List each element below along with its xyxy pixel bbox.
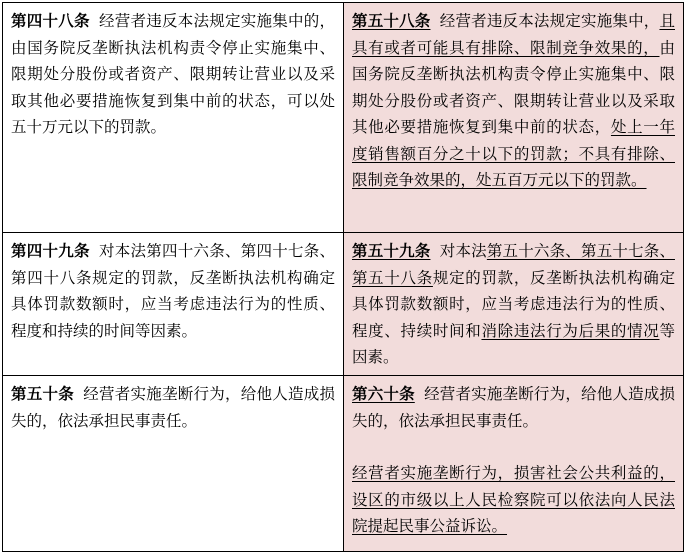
amended-text: 消除违法行为后果的情况 xyxy=(481,321,660,340)
amended-text: 处上一年度销售额百分之十以下的罚款；不具有排除、限制竞争效果的，处五百万元以下的罚款。 xyxy=(352,118,675,189)
old-article-50-cell xyxy=(3,376,344,552)
article-text: 经营者实施垄断行为，给他人造成损失的，依法承担民事责任。 xyxy=(352,385,675,430)
table-row xyxy=(3,233,684,376)
article-text: 对本法 xyxy=(439,242,487,260)
law-comparison-table xyxy=(2,2,684,552)
article-number: 第四十九条 xyxy=(11,241,90,260)
article-number: 第四十八条 xyxy=(11,11,90,30)
added-paragraph: 经营者实施垄断行为，损害社会公共利益的，设区的市级以上人民检察院可以依法向人民法院提起民事公益诉讼。 xyxy=(352,464,675,535)
article-text: 对本法第四十六条、第四十七条、第四十八条规定的罚款，反垄断执法机构确定具体罚款数额时，应当考虑违法行为的性质、程度和持续的时间等因素。 xyxy=(11,242,335,340)
article-number: 第六十条 xyxy=(352,384,415,403)
new-article-60-cell xyxy=(344,376,684,552)
article-text: 经营者实施垄断行为，给他人造成损失的，依法承担民事责任。 xyxy=(11,385,335,430)
article-number: 第五十九条 xyxy=(352,241,431,260)
amended-text: 第五十六条、第五十七条、第五十八条 xyxy=(352,242,675,287)
table-row xyxy=(3,3,684,233)
article-number: 第五十条 xyxy=(11,384,74,403)
table-row xyxy=(3,376,684,552)
new-article-59-cell xyxy=(344,233,684,376)
old-article-48-cell xyxy=(3,3,344,233)
paragraph-spacer xyxy=(352,434,675,460)
article-text: 由国务院反垄断执法机构责令停止实施集中、限期处分股份或者资产、限期转让营业以及采取其他必要措施恢复到集中前的状态， xyxy=(352,38,675,136)
new-article-58-cell xyxy=(344,3,684,233)
article-text: 等因素。 xyxy=(352,321,675,366)
article-text: 经营者违反本法规定实施集中， xyxy=(439,12,660,30)
article-text: 经营者违反本法规定实施集中的，由国务院反垄断执法机构责令停止实施集中、限期处分股份或者资产、限期转让营业以及采取其他必要措施恢复到集中前的状态，可以处五十万元以下的罚款。 xyxy=(11,12,335,136)
article-number: 第五十八条 xyxy=(352,11,431,30)
article-text: 规定的罚款，反垄断执法机构确定具体罚款数额时，应当考虑违法行为的性质、程度、持续时间和 xyxy=(352,268,675,340)
old-article-49-cell xyxy=(3,233,344,376)
amended-text: 且具有或者可能具有排除、限制竞争效果的， xyxy=(352,12,675,57)
